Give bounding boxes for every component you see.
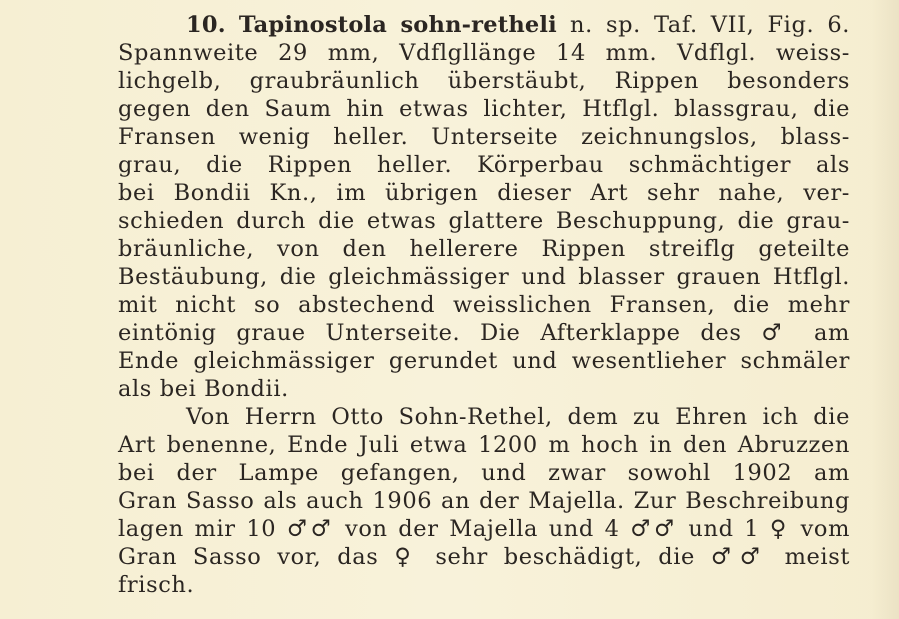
- text-line: Spannweite 29 mm, Vdflgllänge 14 mm. Vdflgl. weiss-: [118, 40, 850, 66]
- text-line: Gran Sasso vor, das ♀ sehr beschädigt, die ♂♂ meist: [118, 544, 850, 570]
- text-line: grau, die Rippen heller. Körperbau schmächtiger als: [118, 152, 850, 178]
- text-line: lichgelb, graubräunlich überstäubt, Rippen besonders: [118, 68, 850, 94]
- text-line: mit nicht so abstechend weisslichen Fransen, die mehr: [118, 292, 850, 318]
- text-line: Art benenne, Ende Juli etwa 1200 m hoch in den Abruzzen: [118, 432, 850, 458]
- species-heading-line: [186, 12, 850, 39]
- text-line: gegen den Saum hin etwas lichter, Htflgl. blassgrau, die: [118, 96, 850, 122]
- text-line: Von Herrn Otto Sohn-Rethel, dem zu Ehren ich die: [186, 404, 850, 430]
- species-reference: n. sp. Taf. VII, Fig. 6.: [556, 12, 850, 38]
- species-number: 10.: [186, 12, 226, 38]
- species-name: Tapinostola sohn-retheli: [238, 12, 557, 38]
- text-line: bei der Lampe gefangen, und zwar sowohl 1902 am: [118, 460, 850, 486]
- page-edge-shadow: [871, 0, 899, 619]
- text-line: als bei Bondii.: [118, 376, 289, 402]
- text-line: bei Bondii Kn., im übrigen dieser Art sehr nahe, ver-: [118, 180, 850, 206]
- text-line: eintönig graue Unterseite. Die Afterklappe des ♂ am: [118, 320, 850, 346]
- text-line: lagen mir 10 ♂♂ von der Majella und 4 ♂♂ und 1 ♀ vom: [118, 516, 850, 542]
- text-line: Ende gleichmässiger gerundet und wesentlieher schmäler: [118, 348, 850, 374]
- text-line: frisch.: [118, 572, 195, 598]
- text-line: Gran Sasso als auch 1906 an der Majella. Zur Beschreibung: [118, 488, 850, 514]
- text-line: bräunliche, von den hellerere Rippen streiflg geteilte: [118, 236, 850, 262]
- text-line: Fransen wenig heller. Unterseite zeichnungslos, blass-: [118, 124, 850, 150]
- text-line: schieden durch die etwas glattere Beschuppung, die grau-: [118, 208, 850, 234]
- text-line: Bestäubung, die gleichmässiger und blasser grauen Htflgl.: [118, 264, 850, 290]
